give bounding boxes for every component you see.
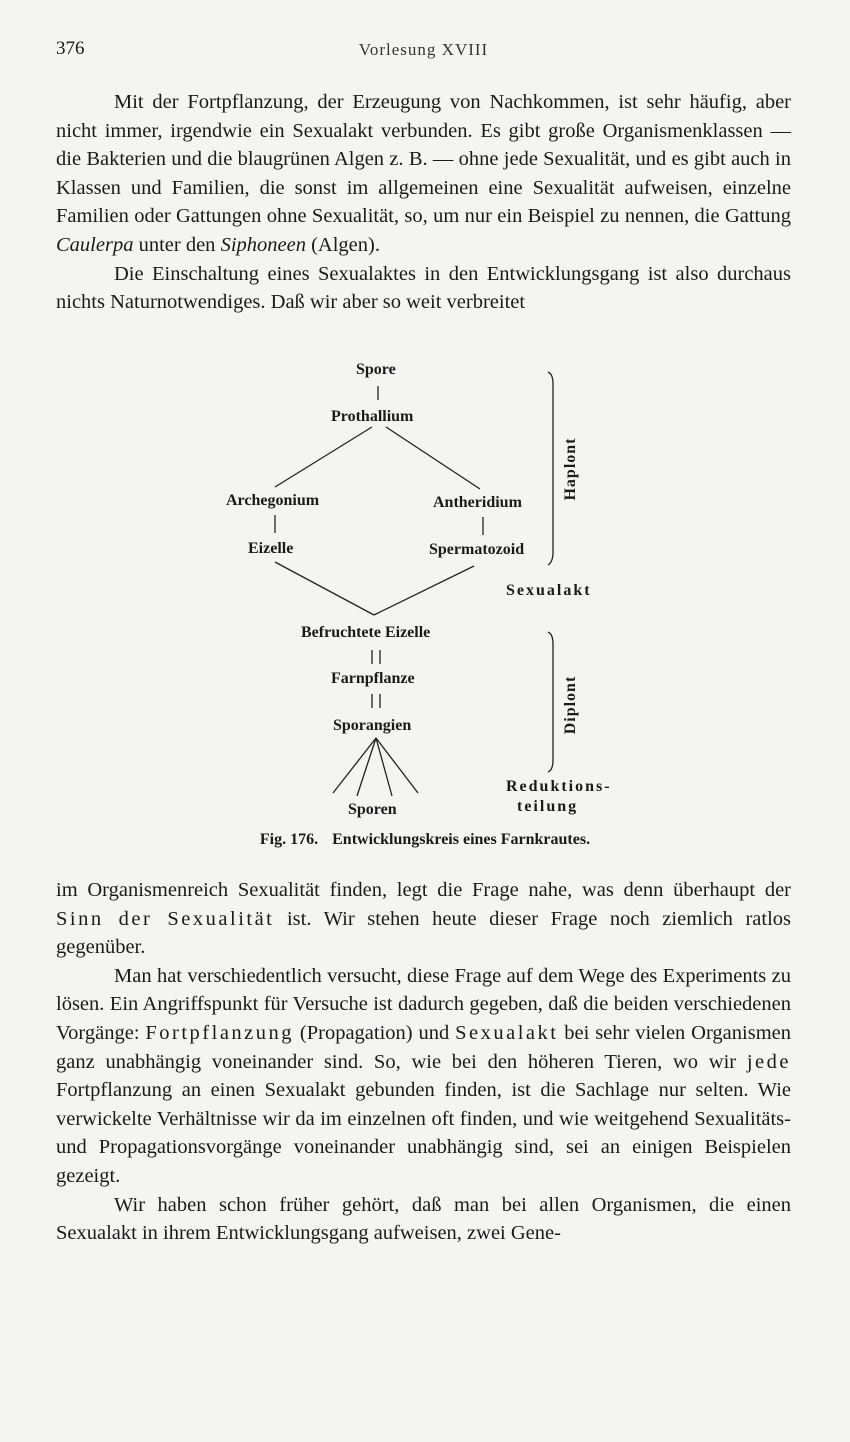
text-block-bottom [56,876,791,1248]
page-header [56,38,791,64]
page-number: 376 [56,38,85,59]
label-antheridium: Antheridium [433,494,522,511]
paragraph-4 [56,962,791,1191]
paragraph-2: Die Einschaltung eines Sexualaktes in den Entwicklungsgang ist also durchaus nichts Naturnotwendiges. Daß wir aber so weit verbreitet [56,262,791,314]
label-reduktions: Reduktions- [506,778,612,795]
label-sexualakt: Sexualakt [506,582,592,599]
paragraph-5: Wir haben schon früher gehört, daß man bei allen Organismen, die einen Sexualakt in ihrem Entwicklungsgang aufweisen, zwei Gene- [56,1193,791,1245]
label-eizelle: Eizelle [248,540,294,557]
label-befruchtete-eizelle: Befruchtete Eizelle [301,624,431,641]
connector-line [333,738,376,793]
connector-line [376,738,418,793]
paragraph-text: bei sehr vielen Organismen ganz unabhängig voneinander sind. So, wie bei den höheren Tieren, wo wir [56,1021,791,1073]
emphasis-text: Sinn der Sexualität [56,907,275,930]
label-archegonium: Archegonium [226,492,320,509]
label-haplont: Haplont [562,437,579,501]
label-teilung: teilung [517,798,579,815]
label-prothallium: Prothallium [331,408,414,425]
connector-line [357,738,376,796]
paragraph-1 [56,88,791,260]
connector-line [275,562,374,615]
emphasis-text: Fortpflanzung [145,1021,295,1044]
genus-name: Caulerpa [56,233,134,256]
group-name: Siphoneen [220,233,306,256]
text-block-top [56,88,791,317]
connector-line [374,566,474,615]
emphasis-text: Sexualakt [455,1021,559,1044]
label-farnpflanze: Farnpflanze [331,670,415,687]
paragraph-text: (Propagation) und [294,1021,456,1044]
figure-caption [0,831,850,849]
label-spermatozoid: Spermatozoid [429,541,525,558]
connector-line [275,427,372,487]
paragraph-text: im Organismenreich Sexualität finden, legt die Frage nahe, was denn überhaupt der [56,879,791,901]
emphasis-text: jede [746,1050,791,1073]
paragraph-text: unter den [133,233,221,256]
paragraph-text: (Algen). [305,233,380,256]
haplont-bracket [548,372,553,565]
diplont-bracket [548,632,553,772]
paragraph-text: Fortpflanzung an einen Sexualakt gebunden finden, ist die Sachlage nur selten. Wie verwickelte Verhältnisse wir da im einzelnen oft finden, und wie weitgehend Sexualitäts- und Propagationsvorgänge voneinander unabhängig sind, sei an einigen Beispielen gezeigt. [56,1079,791,1187]
label-diplont: Diplont [562,675,579,735]
figure-number: Fig. 176. [259,831,319,848]
paragraph-3 [56,876,791,962]
figure-caption-text: Entwicklungskreis eines Farnkrautes. [332,831,591,848]
paragraph-text: Mit der Fortpflanzung, der Erzeugung von Nachkommen, ist sehr häufig, aber nicht immer, irgendwie ein Sexualakt verbunden. Es gibt große Organismenklassen — die Bakterien und die blaugrünen Algen z. B. — ohne jede Sexualität, und es gibt auch in Klassen und Familien, die sonst im allgemeinen eine Sexualität aufweisen, einzelne Familien oder Gattungen ohne Sexualität, so, um nur ein Beispiel zu nennen, die Gattung [56,91,791,228]
paragraph-text: Man hat verschiedentlich versucht, diese Frage auf dem Wege des Experiments zu lösen. Ein Angriffspunkt für Versuche ist dadurch gegeben, daß die beiden verschiedenen Vorgänge: [56,964,791,1044]
connector-line [386,427,480,489]
paragraph-text: ist. Wir stehen heute dieser Frage noch ziemlich ratlos gegenüber. [56,907,791,959]
label-sporangien: Sporangien [333,717,412,734]
label-spore: Spore [356,361,396,378]
running-head: Vorlesung XVIII [358,40,489,59]
connector-line [376,738,392,796]
label-sporen: Sporen [348,801,397,818]
